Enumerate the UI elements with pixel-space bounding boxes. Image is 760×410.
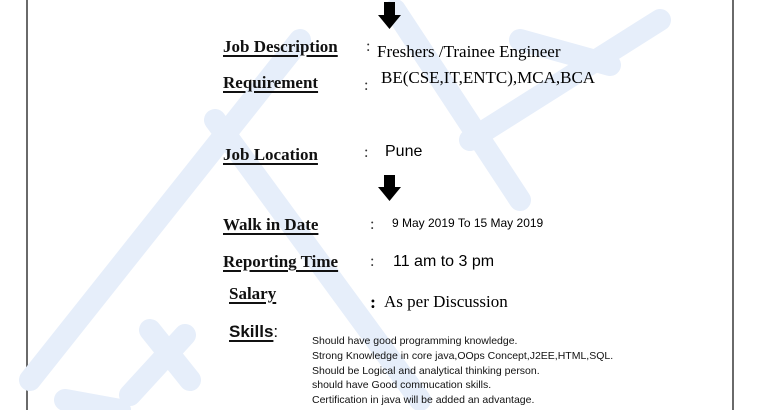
page-border-right [732, 0, 734, 410]
arrow-down-icon [378, 2, 401, 29]
job-location-value: Pune [385, 143, 423, 160]
skill-item: should have Good commucation skills. [312, 379, 492, 392]
skills-label-text: Skills [229, 322, 274, 341]
skills-label [229, 322, 278, 342]
skills-list [312, 334, 613, 408]
skill-item: Strong Knowledge in core java,OOps Concept,J2EE,HTML,SQL. [312, 349, 614, 362]
job-description-label: Job Description [223, 37, 338, 56]
colon: : [370, 292, 376, 312]
page-border-left [26, 0, 28, 410]
skill-item: Should have good programming knowledge. [312, 335, 518, 347]
job-location-label: Job Location [223, 145, 318, 164]
colon: : [370, 216, 375, 233]
reporting-time-label: Reporting Time [223, 252, 339, 271]
job-description-value: Freshers /Trainee Engineer [377, 42, 561, 61]
skill-item: Certification in java will be added an advantage. [312, 394, 535, 407]
skill-item: Should be Logical and analytical thinking person. [312, 364, 540, 377]
colon: : [366, 38, 371, 55]
colon: : [364, 144, 369, 161]
arrow-down-icon [378, 175, 401, 201]
walk-in-date-value: 9 May 2019 To 15 May 2019 [392, 216, 544, 230]
skills-colon: : [273, 322, 279, 341]
salary-value: As per Discussion [384, 292, 508, 311]
requirement-label: Requirement [223, 73, 319, 92]
walk-in-date-label: Walk in Date [223, 215, 319, 234]
colon: : [364, 77, 369, 94]
requirement-value: BE(CSE,IT,ENTC),MCA,BCA [381, 68, 596, 87]
colon: : [370, 253, 375, 270]
salary-label: Salary [229, 284, 277, 303]
reporting-time-value: 11 am to 3 pm [393, 253, 495, 270]
